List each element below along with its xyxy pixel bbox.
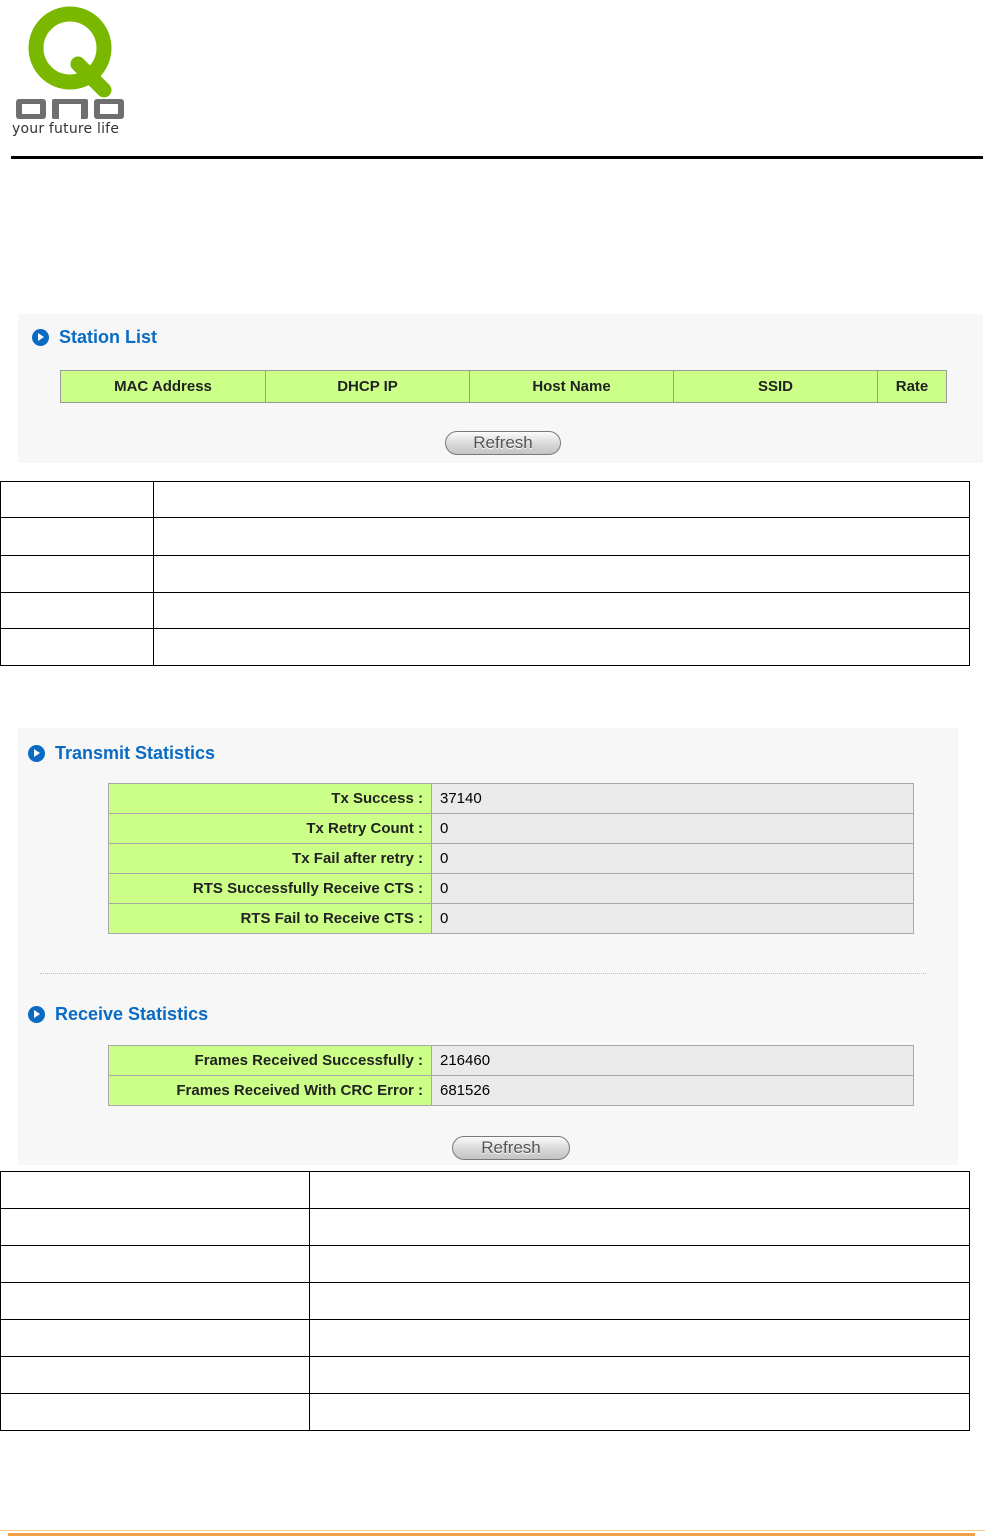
table-cell xyxy=(1,1357,310,1394)
statistics-panel xyxy=(18,728,958,1165)
table-row xyxy=(109,1046,914,1076)
footer-rule-light xyxy=(0,1530,985,1531)
table-row xyxy=(109,1076,914,1106)
transmit-statistics-title xyxy=(28,743,215,764)
table-cell xyxy=(310,1394,970,1431)
table-cell xyxy=(1,629,154,666)
statistics-description-table xyxy=(0,1171,970,1431)
tx-success-label: Tx Success : xyxy=(109,784,432,814)
table-row xyxy=(109,844,914,874)
frames-crc-error-label: Frames Received With CRC Error : xyxy=(109,1076,432,1106)
header-rule xyxy=(11,156,983,159)
table-row xyxy=(1,1172,970,1209)
table-cell xyxy=(1,556,154,593)
table-row xyxy=(1,1246,970,1283)
table-cell xyxy=(310,1172,970,1209)
section-divider xyxy=(40,973,926,974)
rts-fail-cts-value: 0 xyxy=(432,904,914,934)
table-cell xyxy=(1,1320,310,1357)
station-list-table xyxy=(60,370,947,403)
table-cell xyxy=(310,1320,970,1357)
tx-fail-after-retry-value: 0 xyxy=(432,844,914,874)
table-row xyxy=(1,1357,970,1394)
column-header-dhcp-ip[interactable]: DHCP IP xyxy=(266,371,470,403)
brand-tagline: your future life xyxy=(12,121,120,137)
circle-arrow-icon xyxy=(28,745,45,762)
transmit-statistics-title-text: Transmit Statistics xyxy=(55,743,216,763)
table-cell xyxy=(310,1246,970,1283)
table-row xyxy=(1,593,970,629)
footer-rule xyxy=(8,1533,975,1536)
frames-received-success-label: Frames Received Successfully : xyxy=(109,1046,432,1076)
table-row xyxy=(1,556,970,593)
table-row xyxy=(109,784,914,814)
circle-arrow-icon xyxy=(32,329,49,346)
table-row xyxy=(1,1283,970,1320)
frames-crc-error-value: 681526 xyxy=(432,1076,914,1106)
station-list-panel xyxy=(18,314,983,463)
circle-arrow-icon xyxy=(28,1006,45,1023)
table-row xyxy=(1,629,970,666)
frames-received-success-value: 216460 xyxy=(432,1046,914,1076)
table-row xyxy=(1,1394,970,1431)
station-list-refresh-button[interactable]: Refresh xyxy=(445,431,561,455)
table-cell xyxy=(1,518,154,556)
column-header-host-name[interactable]: Host Name xyxy=(470,371,674,403)
column-header-ssid[interactable]: SSID xyxy=(674,371,878,403)
table-cell xyxy=(1,1394,310,1431)
table-cell xyxy=(154,629,970,666)
table-row xyxy=(1,1320,970,1357)
table-row xyxy=(109,814,914,844)
column-header-rate[interactable]: Rate xyxy=(878,371,947,403)
table-row xyxy=(109,904,914,934)
table-row xyxy=(109,874,914,904)
station-list-title xyxy=(32,327,157,348)
receive-statistics-title-text: Receive Statistics xyxy=(55,1004,209,1024)
table-cell xyxy=(1,593,154,629)
table-cell xyxy=(1,1283,310,1320)
table-cell xyxy=(154,518,970,556)
table-cell xyxy=(310,1357,970,1394)
table-cell xyxy=(1,1246,310,1283)
table-cell xyxy=(154,593,970,629)
table-row xyxy=(1,1209,970,1246)
table-cell xyxy=(1,1172,310,1209)
column-header-mac-address[interactable]: MAC Address xyxy=(61,371,266,403)
station-list-title-text: Station List xyxy=(59,327,157,347)
tx-fail-after-retry-label: Tx Fail after retry : xyxy=(109,844,432,874)
transmit-statistics-table xyxy=(108,783,914,934)
table-row xyxy=(1,518,970,556)
table-cell xyxy=(310,1209,970,1246)
tx-retry-count-label: Tx Retry Count : xyxy=(109,814,432,844)
rts-success-cts-label: RTS Successfully Receive CTS : xyxy=(109,874,432,904)
statistics-refresh-button[interactable]: Refresh xyxy=(452,1136,570,1160)
table-cell xyxy=(1,482,154,518)
table-cell xyxy=(310,1283,970,1320)
tx-success-value: 37140 xyxy=(432,784,914,814)
station-description-table xyxy=(0,481,970,666)
rts-fail-cts-label: RTS Fail to Receive CTS : xyxy=(109,904,432,934)
station-list-header-row xyxy=(61,371,947,403)
table-row xyxy=(1,482,970,518)
receive-statistics-table xyxy=(108,1045,914,1106)
tx-retry-count-value: 0 xyxy=(432,814,914,844)
table-cell xyxy=(154,482,970,518)
table-cell xyxy=(1,1209,310,1246)
rts-success-cts-value: 0 xyxy=(432,874,914,904)
table-cell xyxy=(154,556,970,593)
receive-statistics-title xyxy=(28,1004,208,1025)
